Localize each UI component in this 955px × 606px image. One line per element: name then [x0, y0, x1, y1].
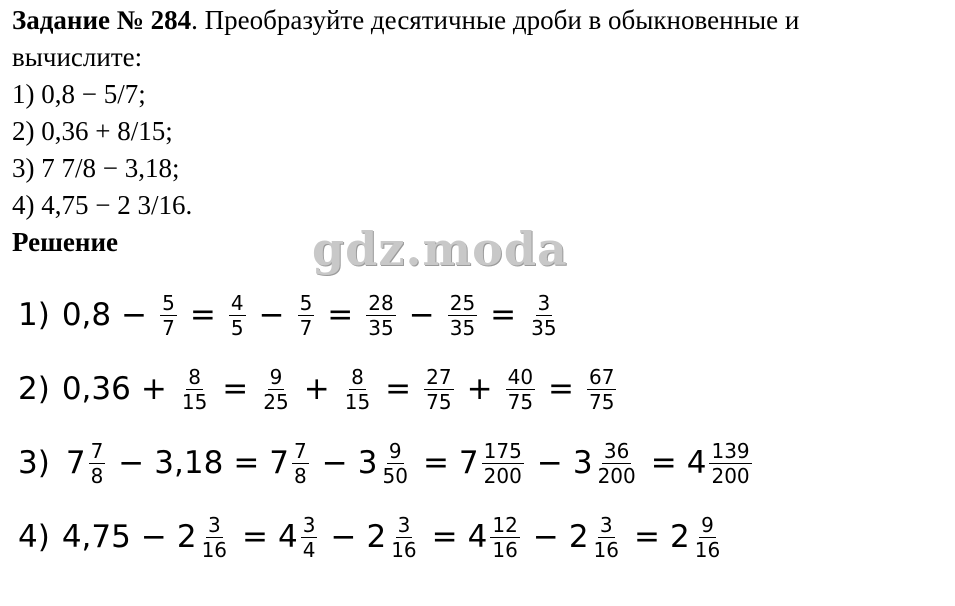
- denominator: 200: [711, 463, 750, 488]
- fraction: [366, 292, 395, 339]
- solution-row-4: [18, 500, 755, 574]
- equals-sign: =: [233, 445, 260, 481]
- denominator: 5: [230, 315, 244, 340]
- decimal-value: 0,8: [61, 297, 112, 333]
- fraction: [180, 366, 209, 413]
- numerator: 5: [299, 290, 313, 315]
- equals-sign: =: [634, 519, 660, 555]
- minus-sign: −: [330, 519, 357, 555]
- task-text: . Преобразуйте десятичные дроби в обыкновенные и: [191, 5, 800, 35]
- denominator: 4: [302, 537, 316, 562]
- fraction: [292, 440, 309, 487]
- numerator: 40: [507, 364, 534, 389]
- minus-sign: −: [121, 297, 148, 333]
- numerator: 9: [701, 512, 714, 537]
- decimal-value: 4,75: [61, 519, 131, 555]
- fraction: [389, 514, 418, 561]
- numerator: 9: [269, 364, 283, 389]
- solution-row-2: [18, 352, 755, 426]
- denominator: 200: [483, 463, 522, 488]
- whole-part: 2: [669, 519, 690, 555]
- solution-row-1: [18, 278, 755, 352]
- row-number: 4): [18, 519, 50, 555]
- fraction: [482, 440, 524, 487]
- fraction: [596, 440, 638, 487]
- denominator: 75: [589, 389, 615, 414]
- minus-sign: −: [536, 445, 563, 481]
- fraction: [298, 292, 315, 339]
- fraction: [261, 366, 290, 413]
- fraction: [229, 292, 246, 339]
- whole-part: 4: [467, 519, 488, 555]
- whole-part: 7: [269, 445, 290, 481]
- decimal-value: 3,18: [154, 445, 224, 481]
- numerator: 3: [537, 290, 551, 315]
- fraction: [424, 366, 453, 413]
- numerator: 27: [426, 364, 452, 389]
- whole-part: 7: [65, 445, 86, 481]
- decimal-value: 0,36: [61, 371, 131, 407]
- fraction: [592, 514, 621, 561]
- denominator: 8: [90, 463, 104, 488]
- numerator: 3: [397, 512, 411, 537]
- whole-part: 2: [568, 519, 589, 555]
- task-item-1: 1) 0,8 − 5/7;: [12, 79, 146, 109]
- numerator: 3: [302, 512, 316, 537]
- numerator: 139: [711, 438, 750, 463]
- equals-sign: =: [222, 371, 249, 407]
- plus-sign: +: [303, 371, 330, 407]
- task-item-4: 4) 4,75 − 2 3/16.: [12, 190, 193, 220]
- denominator: 16: [391, 537, 417, 562]
- whole-part: 7: [458, 445, 479, 481]
- minus-sign: −: [532, 519, 559, 555]
- numerator: 4: [230, 290, 244, 315]
- equals-sign: =: [548, 371, 575, 407]
- denominator: 7: [299, 315, 313, 340]
- equals-sign: =: [422, 445, 449, 481]
- denominator: 25: [263, 389, 289, 414]
- task-text-line2: вычислите:: [12, 42, 143, 72]
- minus-sign: −: [408, 297, 435, 333]
- numerator: 67: [589, 364, 615, 389]
- whole-part: 4: [686, 445, 707, 481]
- equals-sign: =: [242, 519, 269, 555]
- denominator: 35: [449, 315, 476, 340]
- row-number: 1): [18, 297, 50, 333]
- numerator: 12: [492, 512, 518, 537]
- equals-sign: =: [650, 445, 677, 481]
- equals-sign: =: [490, 297, 517, 333]
- fraction: [693, 514, 722, 561]
- numerator: 7: [294, 438, 307, 463]
- denominator: 200: [597, 463, 636, 488]
- numerator: 8: [188, 364, 201, 389]
- fraction: [160, 292, 177, 339]
- numerator: 7: [90, 438, 104, 463]
- plus-sign: +: [140, 371, 167, 407]
- task-label: Задание № 284: [12, 5, 192, 35]
- denominator: 16: [201, 537, 228, 562]
- equals-sign: =: [431, 519, 458, 555]
- whole-part: 3: [572, 445, 593, 481]
- equals-sign: =: [327, 297, 354, 333]
- denominator: 7: [162, 315, 175, 340]
- plus-sign: +: [466, 371, 493, 407]
- numerator: 3: [599, 512, 613, 537]
- denominator: 75: [426, 389, 452, 414]
- fraction: [587, 366, 616, 413]
- fraction: [709, 440, 751, 487]
- whole-part: 3: [357, 445, 378, 481]
- solution-block: [18, 278, 755, 574]
- fraction: [89, 440, 106, 487]
- denominator: 15: [344, 389, 371, 414]
- fraction: [200, 514, 229, 561]
- numerator: 5: [162, 290, 175, 315]
- numerator: 9: [388, 438, 402, 463]
- denominator: 8: [294, 463, 307, 488]
- denominator: 16: [593, 537, 619, 562]
- denominator: 16: [694, 537, 721, 562]
- numerator: 8: [351, 364, 364, 389]
- denominator: 15: [181, 389, 208, 414]
- numerator: 28: [368, 290, 394, 315]
- solution-heading: Решение: [12, 227, 118, 257]
- numerator: 3: [207, 512, 221, 537]
- minus-sign: −: [258, 297, 285, 333]
- whole-part: 4: [278, 519, 298, 555]
- row-number: 3): [18, 445, 50, 481]
- fraction: [301, 514, 318, 561]
- fraction: [380, 440, 409, 487]
- fraction: [490, 514, 519, 561]
- fraction: [343, 366, 372, 413]
- numerator: 175: [483, 438, 522, 463]
- task-title-line: [12, 2, 947, 39]
- task-item-2: 2) 0,36 + 8/15;: [12, 116, 173, 146]
- denominator: 35: [368, 315, 394, 340]
- whole-part: 2: [176, 519, 197, 555]
- denominator: 16: [492, 537, 518, 562]
- minus-sign: −: [140, 519, 167, 555]
- task-item-3: 3) 7 7/8 − 3,18;: [12, 153, 180, 183]
- equals-sign: =: [189, 297, 216, 333]
- solution-row-3: [18, 426, 755, 500]
- fraction: [529, 292, 558, 339]
- row-number: 2): [18, 371, 50, 407]
- whole-part: 2: [366, 519, 387, 555]
- denominator: 50: [382, 463, 408, 488]
- minus-sign: −: [321, 445, 348, 481]
- equals-sign: =: [385, 371, 412, 407]
- minus-sign: −: [118, 445, 145, 481]
- numerator: 36: [603, 438, 630, 463]
- denominator: 35: [531, 315, 557, 340]
- watermark: gdz.moda: [312, 222, 568, 276]
- denominator: 75: [507, 389, 534, 414]
- numerator: 25: [449, 290, 476, 315]
- fraction: [448, 292, 477, 339]
- fraction: [506, 366, 535, 413]
